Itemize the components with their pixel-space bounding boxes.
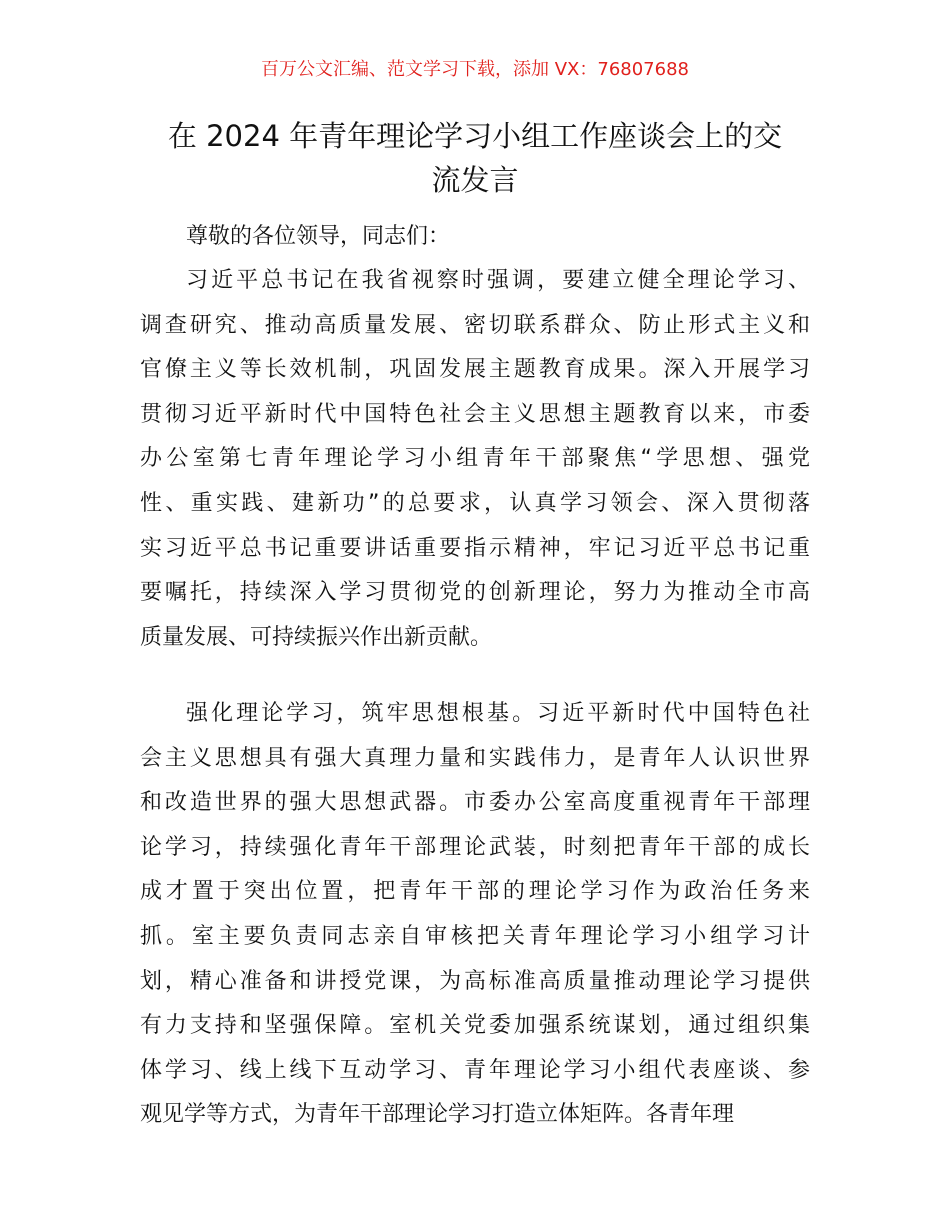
salutation <box>140 215 810 260</box>
title-line: 在 2024 年青年理论学习小组工作座谈会上的交 <box>167 119 783 153</box>
watermark-banner: 百万公文汇编、范文学习下载，添加 VX：76807688 <box>261 59 689 80</box>
paragraph-line: 和改造世界的强大思想武器。市委办公室高度重视青年干部理 <box>140 790 810 816</box>
paragraph-line: 有力支持和坚强保障。室机关党委加强系统谋划，通过组织集 <box>140 1013 810 1039</box>
paragraph-1 <box>140 259 810 660</box>
paragraph-line: 贯彻习近平新时代中国特色社会主义思想主题教育以来，市委 <box>140 401 810 427</box>
paragraph-line: 实习近平总书记重要讲话重要指示精神，牢记习近平总书记重 <box>140 535 810 561</box>
paragraph-line: 论学习，持续强化青年干部理论武装，时刻把青年干部的成长 <box>140 834 810 860</box>
title-line: 流发言 <box>431 163 519 197</box>
paragraph-line: 成才置于突出位置，把青年干部的理论学习作为政治任务来 <box>140 879 810 905</box>
paragraph-line: 质量发展、可持续振兴作出新贡献。 <box>140 624 493 650</box>
paragraph-line: 划，精心准备和讲授党课，为高标准高质量推动理论学习提供 <box>140 968 810 994</box>
paragraph-line: 要嘱托，持续深入学习贯彻党的创新理论，努力为推动全市高 <box>140 580 810 606</box>
paragraph-line: 观见学等方式，为青年干部理论学习打造立体矩阵。各青年理 <box>140 1102 735 1128</box>
paragraph-line: 调查研究、推动高质量发展、密切联系群众、防止形式主义和 <box>140 312 810 338</box>
salutation-text: 尊敬的各位领导，同志们： <box>186 224 451 249</box>
paragraph-line: 办公室第七青年理论学习小组青年干部聚焦“学思想、强党 <box>140 446 810 472</box>
paragraph-line: 性、重实践、建新功”的总要求，认真学习领会、深入贯彻落 <box>140 490 810 516</box>
paragraph-line: 会主义思想具有强大真理力量和实践伟力，是青年人认识世界 <box>140 745 810 771</box>
paragraph-line: 习近平总书记在我省视察时强调，要建立健全理论学习、 <box>186 268 810 293</box>
paragraph-line: 体学习、线上线下互动学习、青年理论学习小组代表座谈、参 <box>140 1057 810 1083</box>
document-title <box>140 114 810 202</box>
paragraph-line: 官僚主义等长效机制，巩固发展主题教育成果。深入开展学习 <box>140 357 810 383</box>
paragraph-line: 强化理论学习，筑牢思想根基。习近平新时代中国特色社 <box>186 701 810 726</box>
paragraph-2 <box>140 692 810 1138</box>
paragraph-line: 抓。室主要负责同志亲自审核把关青年理论学习小组学习计 <box>140 923 810 949</box>
